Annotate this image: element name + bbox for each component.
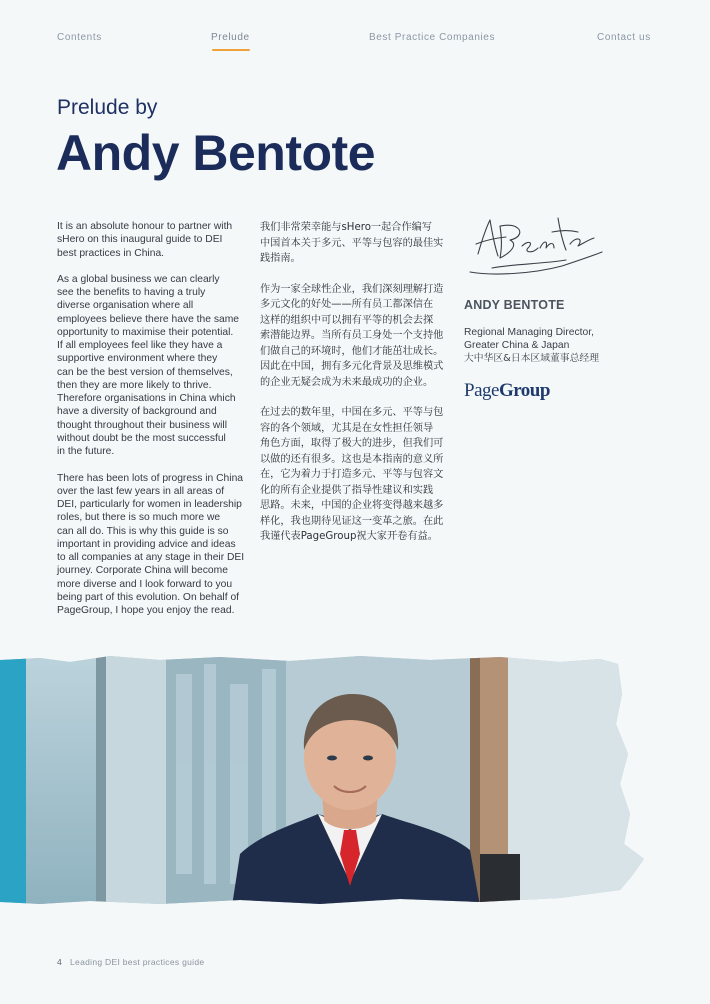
role-line-chinese: 大中华区&日本区域董事总经理	[464, 353, 599, 364]
footer-title: Leading DEI best practices guide	[70, 957, 205, 967]
pagegroup-logo: PageGroup	[464, 380, 550, 401]
nav-contents[interactable]: Contents	[57, 32, 102, 43]
nav-prelude[interactable]: Prelude	[211, 32, 250, 43]
english-paragraph: As a global business we can clearly see the benefits to having a truly diverse organisation where all employees believe there have the same opportunity to maximise their potential. If all employees feel like they have a supportive environment where they can be the best version of themselves, then they are more likely to thrive. Therefore organisations in China which have a diversity of background and thought throughout their business will without doubt be the most successful in the future.	[57, 273, 240, 458]
handwritten-signature	[462, 210, 610, 288]
top-nav	[0, 32, 710, 52]
role-line: Greater China & Japan	[464, 340, 570, 351]
nav-active-underline	[212, 49, 250, 51]
page-title: Andy Bentote	[56, 125, 375, 181]
page-number: 4	[57, 957, 63, 967]
english-paragraph: It is an absolute honour to partner with sHero on this inaugural guide to DEI best practices in China.	[57, 221, 233, 259]
portrait-photo	[0, 654, 650, 906]
english-paragraph: There has been lots of progress in China over the last few years in all areas of DEI, particularly for women in leadership roles, but there is so much more we can all do. This is why this guide is so important in providing advice and ideas to all companies at any stage in their DEI journey. Corporate China will become more diverse and I look forward to you being part of this evolution. On behalf of PageGroup, I hope you enjoy the read.	[57, 472, 245, 617]
english-body	[57, 220, 247, 631]
nav-contact-us[interactable]: Contact us	[597, 32, 651, 43]
page-footer	[57, 957, 204, 967]
chinese-body	[260, 220, 448, 560]
prelude-by-heading: Prelude by	[57, 96, 158, 119]
author-role	[464, 326, 644, 365]
role-line: Regional Managing Director,	[464, 327, 594, 338]
author-name: ANDY BENTOTE	[464, 298, 565, 312]
chinese-paragraph: 在过去的数年里，中国在多元、平等与包 容的各个领域，尤其是在女性担任领导 角色方面，取得了极大的进步，但我们可 以做的还有很多。这也是本指南的意义所 在，它为着力于打造多元、平等与包容文 化的所有企业提供了指导性建议和实践 思路。未来，中国的企业将变得越来越多 样化，我也期待见证这一变革之旅。在此 我谨代表PageGroup祝大家开卷有益。	[260, 407, 444, 542]
chinese-paragraph: 作为一家全球性企业，我们深刻理解打造 多元文化的好处——所有员工都深信在 这样的组织中可以拥有平等的机会去探 索潜能边界。当所有员工身处一个支持他 们做自己的环境时，他们才能茁壮成长。 因此在中国，拥有多元化背景及思维模式 的企业无疑会成为未来最成功的企业。	[260, 283, 444, 388]
nav-best-practice-companies[interactable]: Best Practice Companies	[369, 32, 496, 43]
chinese-paragraph: 我们非常荣幸能与sHero一起合作编写 中国首本关于多元、平等与包容的最佳实 践指南。	[260, 222, 444, 264]
